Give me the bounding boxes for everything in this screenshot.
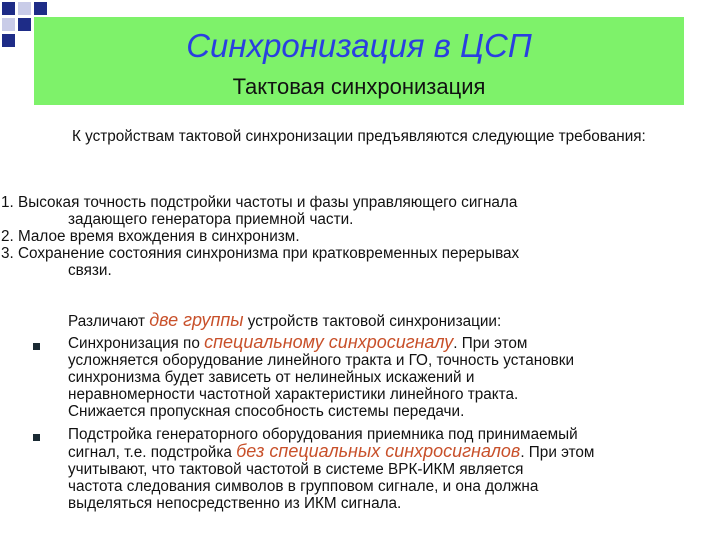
requirement-item	[1, 228, 691, 245]
corner-square	[18, 18, 31, 31]
bullet-line: неравномерности частотной характеристики линейного тракта.	[68, 386, 519, 403]
corner-square	[18, 2, 31, 15]
requirement-line: связи.	[68, 262, 112, 279]
bullet-line: учитывают, что тактовой частотой в системе ВРК-ИКМ является	[68, 461, 524, 478]
bullet-line: выделяться непосредственно из ИКМ сигнала.	[68, 495, 402, 512]
groups-intro-before: Различают	[68, 313, 150, 330]
requirement-line: 3. Сохранение состояния синхронизма при кратковременных перерывах	[1, 245, 520, 262]
groups-intro-accent: две группы	[149, 310, 244, 330]
bullet-line: частота следования символов в групповом сигнале, и она должна	[68, 478, 539, 495]
bullet-line: синхронизма будет зависеть от нелинейных искажений и	[68, 369, 475, 386]
slide-title: Синхронизация в ЦСП	[186, 27, 532, 64]
bullet-text: . При этом	[453, 335, 528, 352]
bullet-line: Снижается пропускная способность системы передачи.	[68, 403, 465, 420]
bullet-text: сигнал, т.е. подстройка	[68, 444, 237, 461]
bullet-square-icon	[33, 434, 40, 441]
title-band	[34, 17, 684, 105]
requirement-line: 2. Малое время вхождения в синхронизм.	[1, 228, 300, 245]
intro-paragraph	[72, 128, 672, 145]
corner-square	[2, 2, 15, 15]
corner-square	[34, 2, 47, 15]
bullet-line: Подстройка генераторного оборудования приемника под принимаемый	[68, 426, 578, 443]
requirement-line: 1. Высокая точность подстройки частоты и фазы управляющего сигнала	[1, 194, 518, 211]
requirement-item	[1, 194, 691, 228]
groups-intro-after: устройств тактовой синхронизации:	[243, 313, 502, 330]
corner-square	[2, 34, 15, 47]
bullet-accent: специальному синхросигналу	[204, 332, 454, 352]
bullet-text: Синхронизация по	[68, 335, 205, 352]
bullet-line: усложняется оборудование линейного тракта и ГО, точность установки	[68, 352, 575, 369]
corner-square	[2, 18, 15, 31]
bullet-line	[68, 443, 698, 461]
slide-subtitle: Тактовая синхронизация	[232, 74, 486, 99]
bullet-line	[68, 334, 698, 352]
groups-intro	[68, 312, 688, 330]
intro-text: К устройствам тактовой синхронизации предъявляются следующие требования:	[72, 128, 646, 145]
bullet-item	[68, 426, 698, 512]
requirement-line: задающего генератора приемной части.	[68, 211, 354, 228]
bullet-accent: без специальных синхросигналов	[236, 441, 521, 461]
requirements-list	[1, 194, 691, 279]
requirement-item	[1, 245, 691, 279]
bullet-square-icon	[33, 343, 40, 350]
bullet-text: . При этом	[520, 444, 595, 461]
bullet-item	[68, 334, 698, 420]
